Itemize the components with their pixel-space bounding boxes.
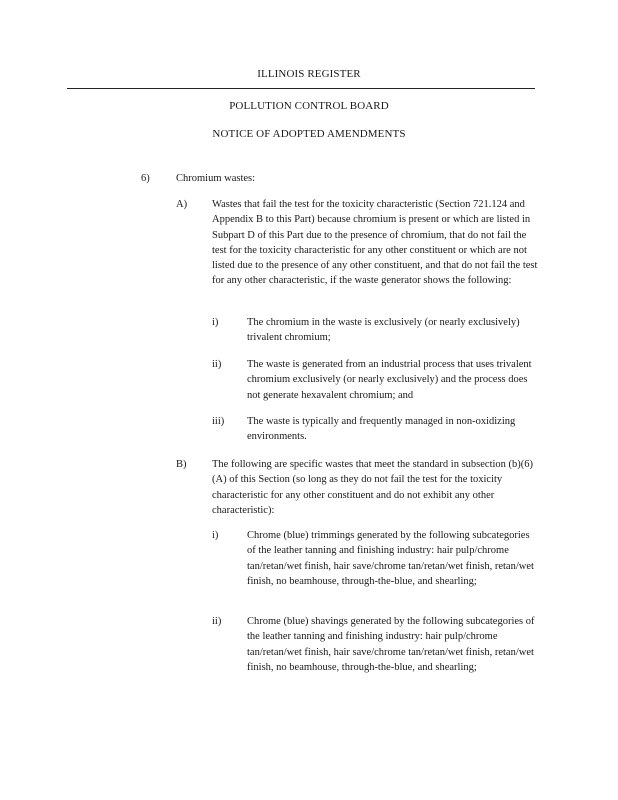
subsection-a-text: Wastes that fail the test for the toxicity characteristic (Section 721.124 and Appendix B to this Part) because chromium is present or which are listed in Subpart D of this Part due to the presence of chromium, that do not fail the test for the toxicity characteristic for any other constituent or which are not listed due to the presence of any other constituent, and that do not fail the test for any other characteristic, if the waste generator shows the following: xyxy=(212,199,538,287)
a-item-text: The waste is typically and frequently managed in non-oxidizing environments. xyxy=(247,416,516,443)
header-rule xyxy=(67,88,535,89)
section-number: 6) xyxy=(141,173,150,184)
section-title: Chromium wastes: xyxy=(176,173,256,184)
b-item-text: Chrome (blue) trimmings generated by the following subcategories of the leather tanning and finishing industry: hair pulp/chrome tan/retan/wet finish, hair save/chrome tan/retan/wet finish, retan/wet finish, no beamhouse, through-the-blue, and shearling; xyxy=(247,530,534,587)
a-item-label: iii) xyxy=(212,416,225,427)
subsection-b-text: The following are specific wastes that meet the standard in subsection (b)(6)(A) of this Section (so long as they do not fail the test for the toxicity characteristic for any other constituent and do not exhibit any other characteristic): xyxy=(212,459,534,516)
a-item-text: The waste is generated from an industrial process that uses trivalent chromium exclusively (or nearly exclusively) and the process does not generate hexavalent chromium; and xyxy=(247,359,532,401)
subsection-b-label: B) xyxy=(176,459,187,470)
b-item-label: i) xyxy=(212,530,219,541)
a-item-text: The chromium in the waste is exclusively (or nearly exclusively) trivalent chromium; xyxy=(247,317,520,344)
a-item-label: i) xyxy=(212,317,219,328)
notice-title: NOTICE OF ADOPTED AMENDMENTS xyxy=(212,128,406,140)
b-item-text: Chrome (blue) shavings generated by the following subcategories of the leather tanning and finishing industry: hair pulp/chrome tan/retan/wet finish, hair save/chrome tan/retan/wet finish, retan/wet finish, no beamhouse, through-the-blue, and shearling; xyxy=(247,616,535,673)
register-title: ILLINOIS REGISTER xyxy=(257,68,361,80)
board-title: POLLUTION CONTROL BOARD xyxy=(229,100,389,112)
a-item-label: ii) xyxy=(212,359,222,370)
b-item-label: ii) xyxy=(212,616,222,627)
subsection-a-label: A) xyxy=(176,199,188,210)
